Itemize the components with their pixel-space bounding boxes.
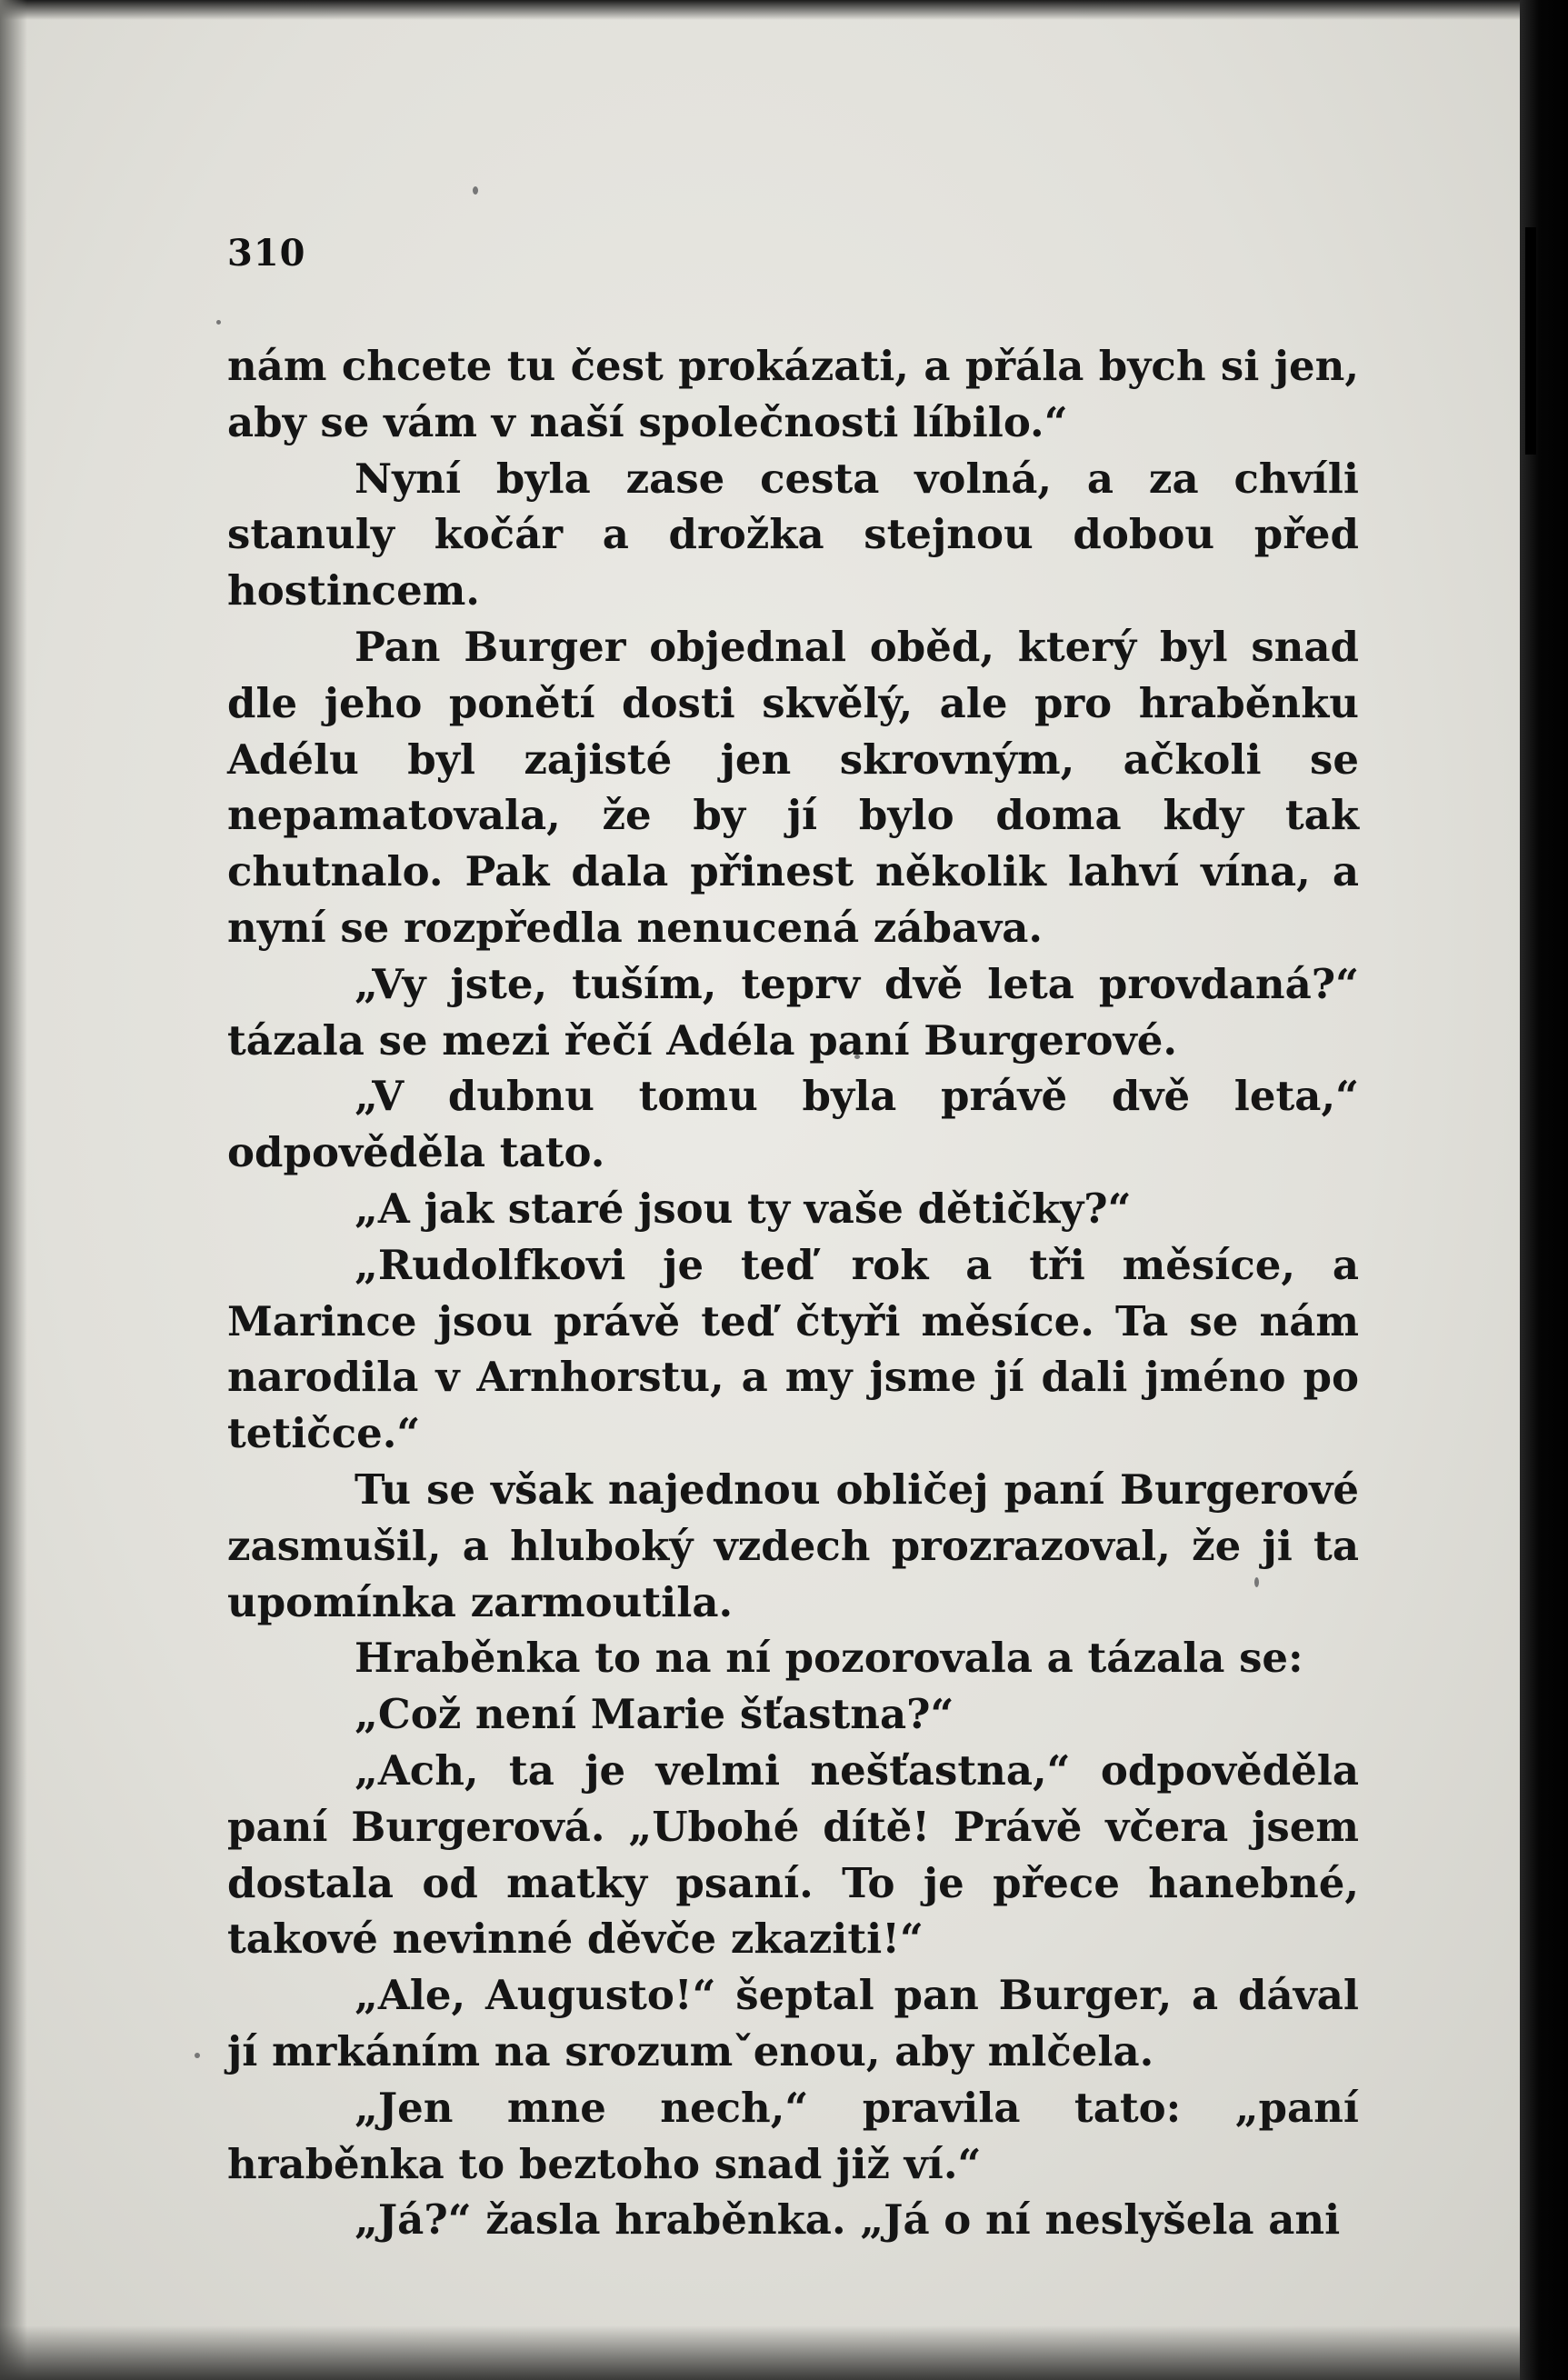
paragraph: „Jen mne nech,“ pravila tato: „paní hraběnka to beztoho snad již ví.“ bbox=[227, 2083, 1359, 2188]
body-text bbox=[227, 338, 1359, 2248]
scan-edge-left bbox=[0, 0, 27, 2380]
paragraph: „Což není Marie šťastna?“ bbox=[355, 1690, 954, 1739]
paragraph: „Ale, Augusto!“ šeptal pan Burger, a dával jí mrkáním na srozumˇenou, aby mlčela. bbox=[227, 1971, 1359, 2075]
paragraph: „V dubnu tomu byla právě dvě leta,“ odpověděla tato. bbox=[227, 1072, 1359, 1177]
scan-speck bbox=[195, 2053, 200, 2058]
scan-speck bbox=[473, 186, 478, 195]
scan-speck bbox=[216, 320, 221, 325]
paragraph: „Vy jste, tuším, teprv dvě leta provdaná?“ tázala se mezi řečí Adéla paní Burgerové. bbox=[227, 959, 1359, 1065]
page-number: 310 bbox=[227, 232, 306, 275]
paragraph: „Ach, ta je velmi nešťastna,“ odpověděla paní Burgerová. „Ubohé dítě! Právě včera jsem dostala od matky psaní. To je přece hanebné, takové nevinné děvče zkaziti!“ bbox=[227, 1745, 1359, 1964]
paragraph: Nyní byla zase cesta volná, a za chvíli stanuly kočár a drožka stejnou dobou před hostincem. bbox=[227, 454, 1359, 615]
paragraph: Hraběnka to na ní pozorovala a tázala se: bbox=[355, 1634, 1303, 1683]
scan-edge-bottom bbox=[0, 2325, 1568, 2380]
paragraph: „A jak staré jsou ty vaše dětičky?“ bbox=[355, 1184, 1132, 1233]
paragraph: Tu se však najednou obličej paní Burgerové zasmušil, a hluboký vzdech prozrazoval, že ji ta upomínka zarmoutila. bbox=[227, 1465, 1359, 1626]
paragraph: Pan Burger objednal oběd, který byl snad dle jeho ponětí dosti skvělý, ale pro hraběnku Adélu byl zajisté jen skrovným, ačkoli se nepamatovala, že by jí bylo doma kdy tak chutnalo. Pak dala přinest několik lahví vína, a nyní se rozpředla nenucená zábava. bbox=[227, 622, 1359, 952]
spine-dark-mark bbox=[1525, 227, 1536, 455]
paragraph: „Já?“ žasla hraběnka. „Já o ní neslyšela ani bbox=[355, 2195, 1341, 2245]
paragraph: nám chcete tu čest prokázati, a přála bych si jen, aby se vám v naší společnosti líbilo.“ bbox=[227, 342, 1359, 446]
scan-edge-top bbox=[0, 0, 1568, 20]
paragraph: „Rudolfkovi je teď rok a tři měsíce, a Marince jsou právě teď čtyři měsíce. Ta se nám narodila v Arnhorstu, a my jsme jí dali jméno po tetičce.“ bbox=[227, 1240, 1359, 1458]
